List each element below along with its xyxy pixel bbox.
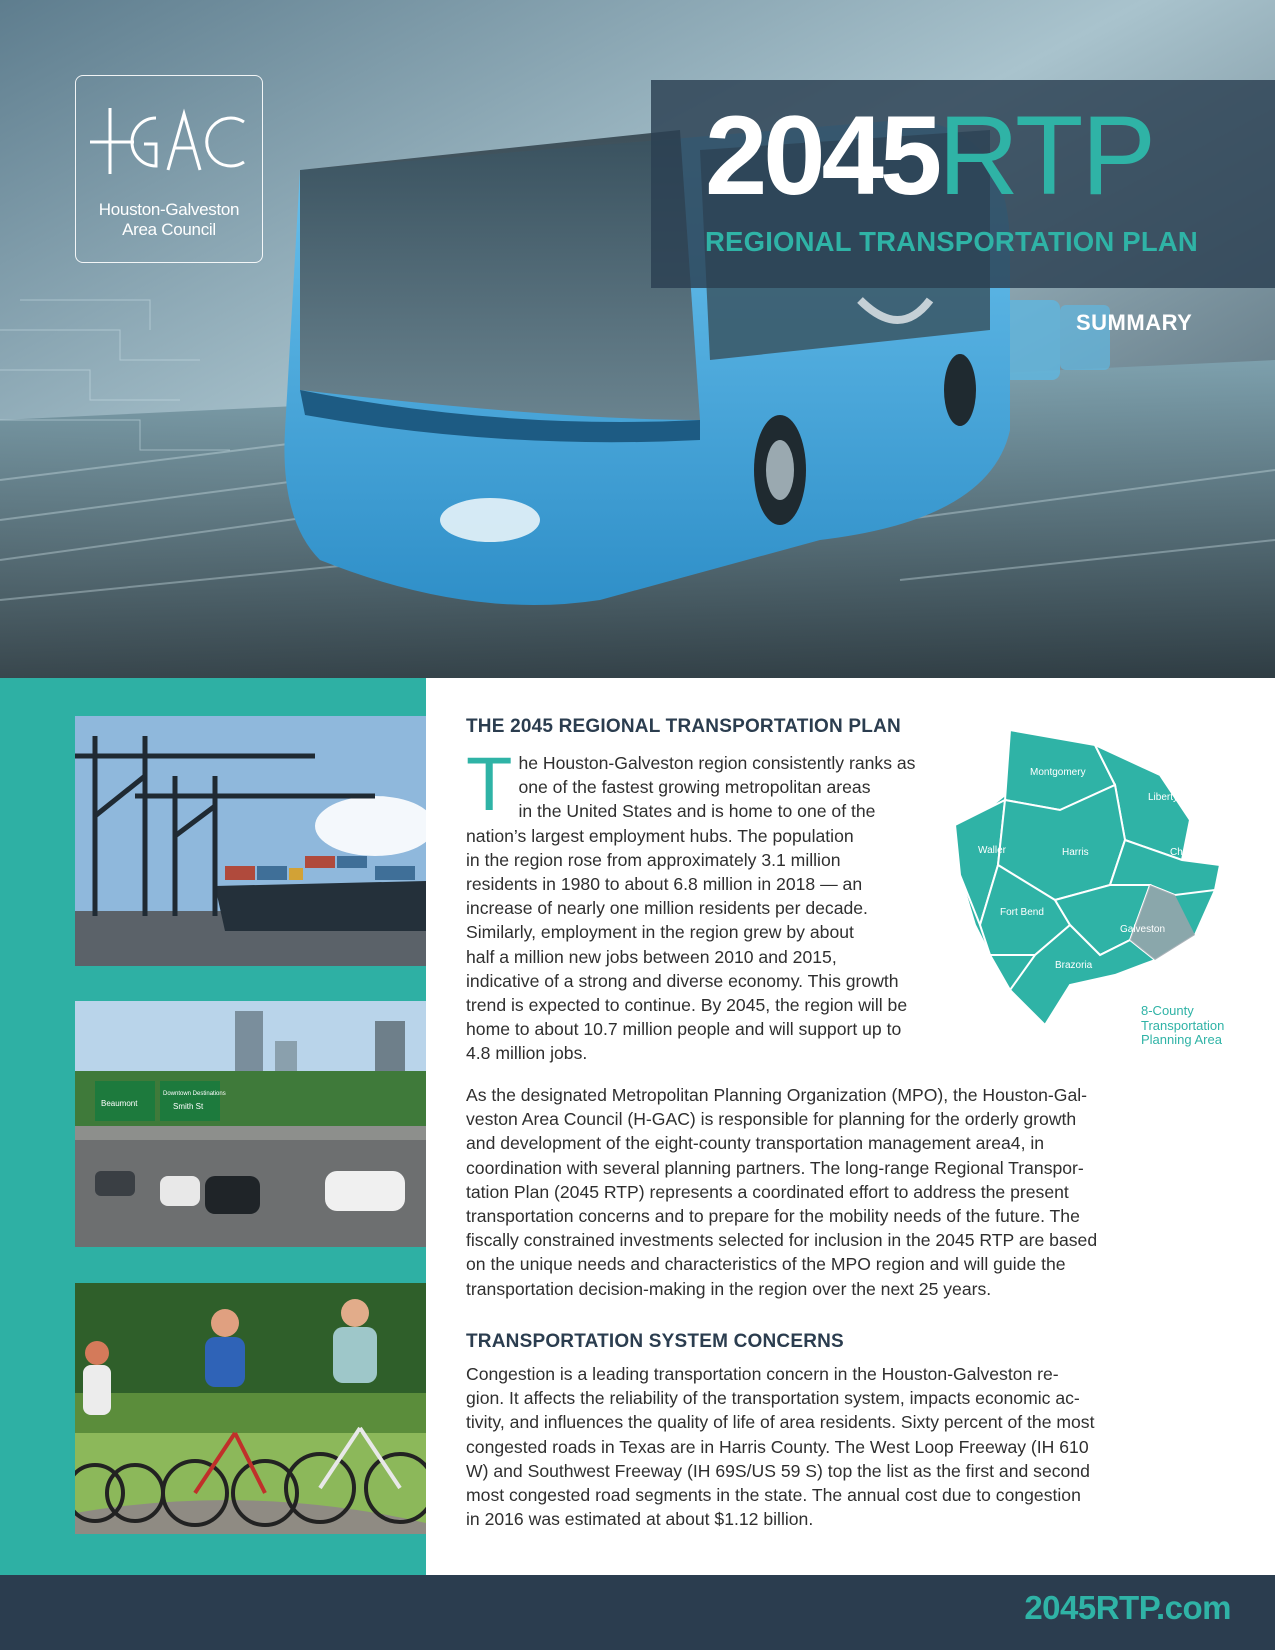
website-link[interactable]: 2045RTP.com [1024,1589,1231,1626]
section1-paragraph2: As the designated Metropolitan Planning Organization (MPO), the Houston-Gal- veston Area Council (H-GAC) is responsible for planning for the orderly growth and development of the eight-county transportation management area4, in coordination with several planning partners. The long-range Regional Transpor- tation Plan (2045 RTP) represents a coordinated effort to address the present transportation concerns and to prepare for the mobility needs of the future. The fiscally constrained investments selected for inclusion in the 2045 RTP are based on the unique needs and characteristics of the MPO region and will guide the transportation decision-making in the region over the next 25 years. [466,1085,1098,1299]
title-rtp: RTP [938,93,1155,218]
svg-text:Beaumont: Beaumont [101,1099,138,1108]
map-label-chambers: Chambers [1170,847,1217,858]
map-label-montgomery: Montgomery [1030,767,1086,778]
highway-photo [75,1001,426,1247]
section-heading-rtp: THE 2045 REGIONAL TRANSPORTATION PLAN [466,716,901,737]
map-label-harris: Harris [1062,847,1089,858]
page-subtitle: REGIONAL TRANSPORTATION PLAN [705,226,1198,257]
map-label-liberty: Liberty [1148,792,1179,803]
title-year: 2045 [705,93,939,218]
drop-cap: T [466,742,513,827]
page-title [705,93,1155,218]
section1-paragraph1: T he Houston-Galveston region consistently ranks as one of the fastest growing metropolitan areas in the United States and is home to one of the nation’s largest employment hubs. The population in the region rose from approximately 3.1 million residents in 1980 to about 6.8 million in 2018 — an increase of nearly one million residents per decade. Similarly, employment in the region grew by about half a million new jobs between 2010 and 2015, indicative of a strong and diverse economy. This growth trend is expected to continue. By 2045, the region will be home to about 10.7 million people and will support up to 4.8 million jobs. [466,742,916,1064]
hgac-logo[interactable] [75,75,263,263]
cyclists-photo [75,1283,426,1534]
section2-paragraph: Congestion is a leading transportation concern in the Houston-Galveston re- gion. It affects the reliability of the transportation system, impacts economic ac- tivity, and influences the quality of life of area residents. Sixty percent of the most congested roads in Texas are in Harris County. The West Loop Freeway (IH 610 W) and Southwest Freeway (IH 69S/US 59 S) top the list as the first and second most congested road segments in the state. The annual cost due to congestion in 2016 was estimated at about $1.12 billion. [466,1364,1095,1530]
map-label-fort-bend: Fort Bend [1000,907,1044,918]
svg-text:Smith St: Smith St [173,1102,204,1111]
map-label-galveston: Galveston [1120,924,1166,935]
summary-label: SUMMARY [1076,310,1193,335]
map-caption: 8-County Transportation Planning Area [1141,1003,1225,1047]
hero-banner [0,0,1275,678]
section-heading-concerns: TRANSPORTATION SYSTEM CONCERNS [466,1331,844,1352]
map-label-waller: Waller [978,845,1006,856]
highway-sign-right [160,1081,220,1121]
port-cranes-photo [75,716,426,966]
map-label-brazoria: Brazoria [1055,960,1093,971]
footer-bar [0,1575,1275,1650]
hgac-logo-mark [90,104,248,176]
logo-org-name: Houston-Galveston Area Council [98,200,240,239]
svg-text:Downtown Destinations: Downtown Destinations [163,1091,226,1097]
